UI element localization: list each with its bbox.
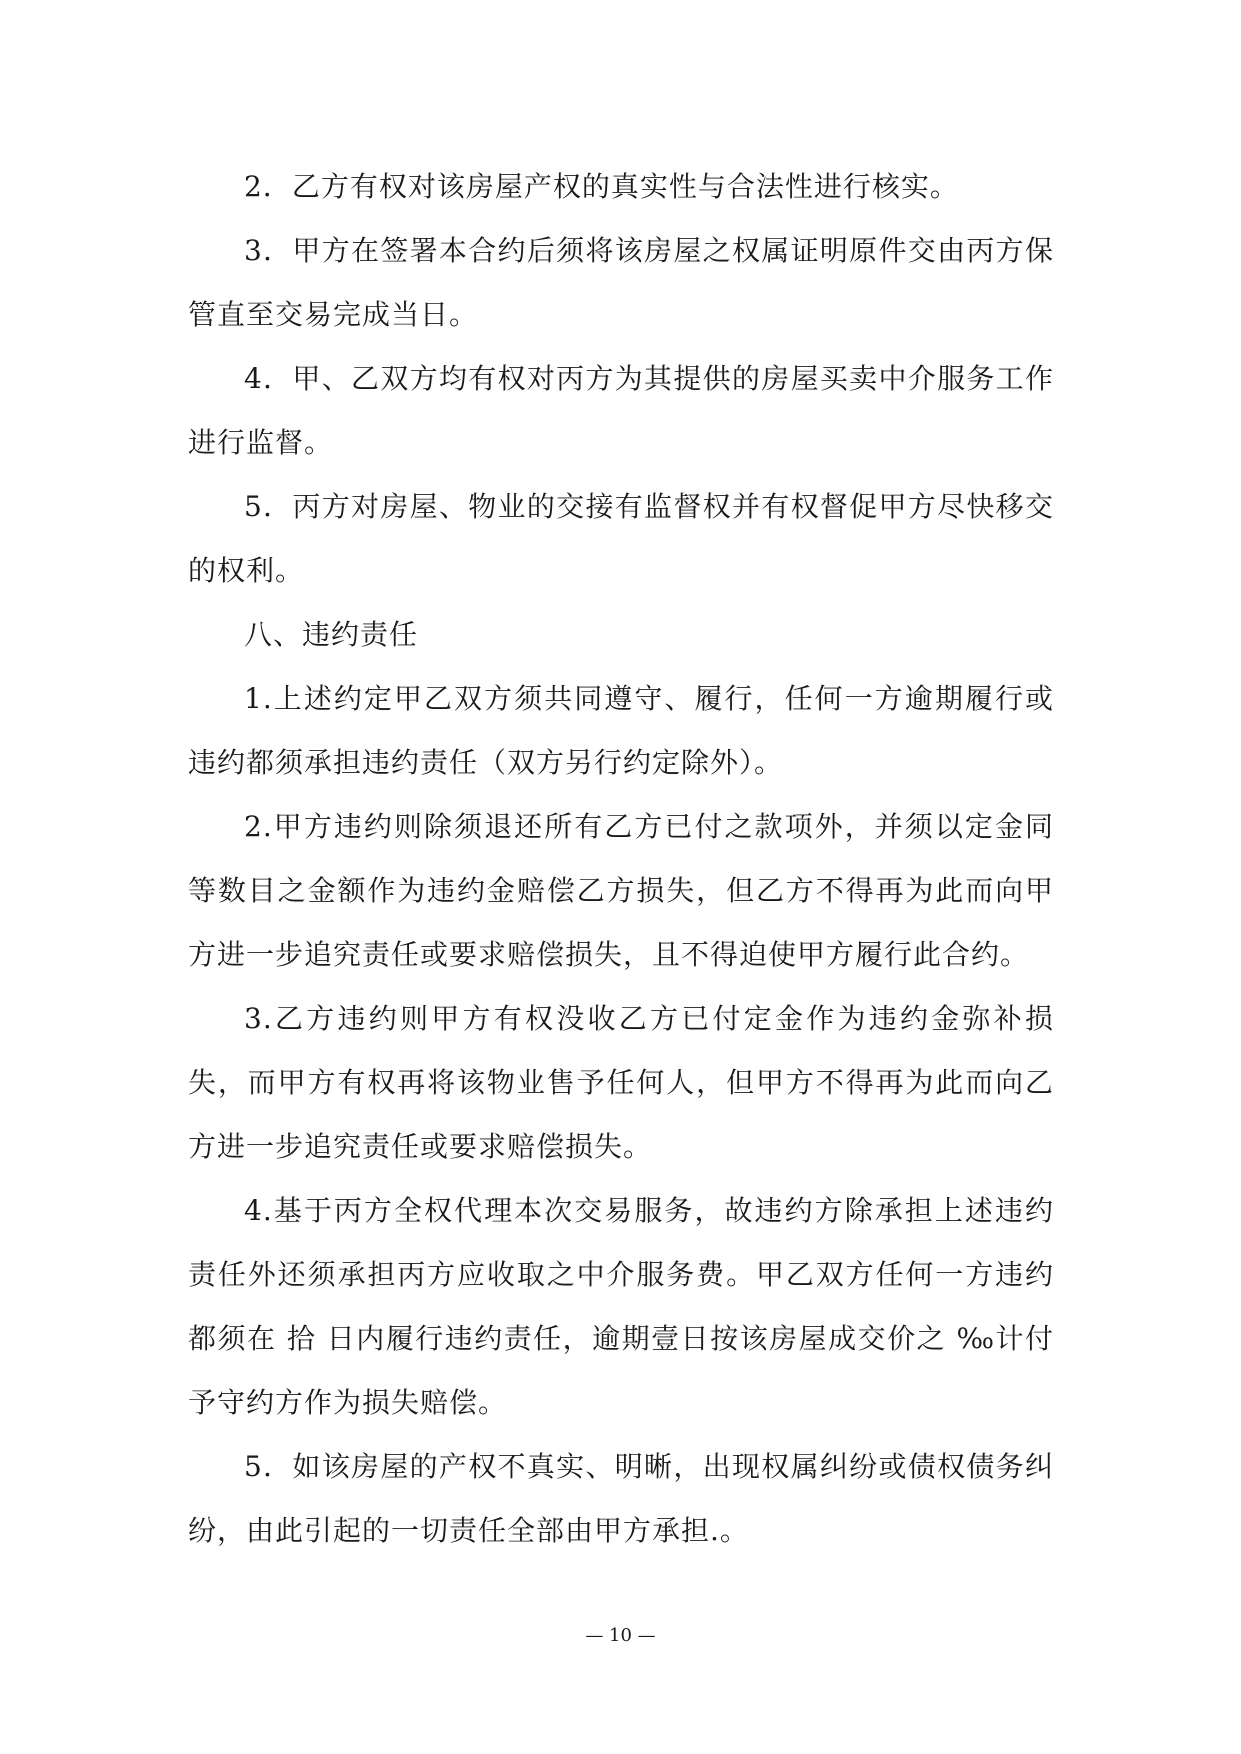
page-number: — 10 —	[585, 1625, 656, 1646]
clause-paragraph: 3.乙方违约则甲方有权没收乙方已付定金作为违约金弥补损失，而甲方有权再将该物业售予任何人，但甲方不得再为此而向乙方进一步追究责任或要求赔偿损失。	[188, 1002, 1054, 1163]
clause-paragraph: 4．甲、乙双方均有权对丙方为其提供的房屋买卖中介服务工作进行监督。	[188, 362, 1054, 459]
clause-paragraph: 3．甲方在签署本合约后须将该房屋之权属证明原件交由丙方保管直至交易完成当日。	[188, 234, 1054, 331]
section-heading: 八、违约责任	[244, 618, 419, 651]
clause-paragraph: 5．如该房屋的产权不真实、明晰，出现权属纠纷或债权债务纠纷，由此引起的一切责任全部由甲方承担.。	[188, 1450, 1054, 1547]
document-body	[188, 155, 1054, 1563]
clause-paragraph: 1.上述约定甲乙双方须共同遵守、履行，任何一方逾期履行或违约都须承担违约责任（双方另行约定除外）。	[188, 682, 1054, 779]
clause-paragraph: 4.基于丙方全权代理本次交易服务，故违约方除承担上述违约责任外还须承担丙方应收取之中介服务费。甲乙双方任何一方违约都须在 拾 日内履行违约责任，逾期壹日按该房屋成交价之 ‰计付予守约方作为损失赔偿。	[188, 1194, 1054, 1419]
clause-paragraph: 5．丙方对房屋、物业的交接有监督权并有权督促甲方尽快移交的权利。	[188, 490, 1054, 587]
clause-paragraph: 2．乙方有权对该房屋产权的真实性与合法性进行核实。	[244, 170, 959, 203]
clause-paragraph: 2.甲方违约则除须退还所有乙方已付之款项外，并须以定金同等数目之金额作为违约金赔偿乙方损失，但乙方不得再为此而向甲方进一步追究责任或要求赔偿损失，且不得迫使甲方履行此合约。	[188, 810, 1054, 971]
